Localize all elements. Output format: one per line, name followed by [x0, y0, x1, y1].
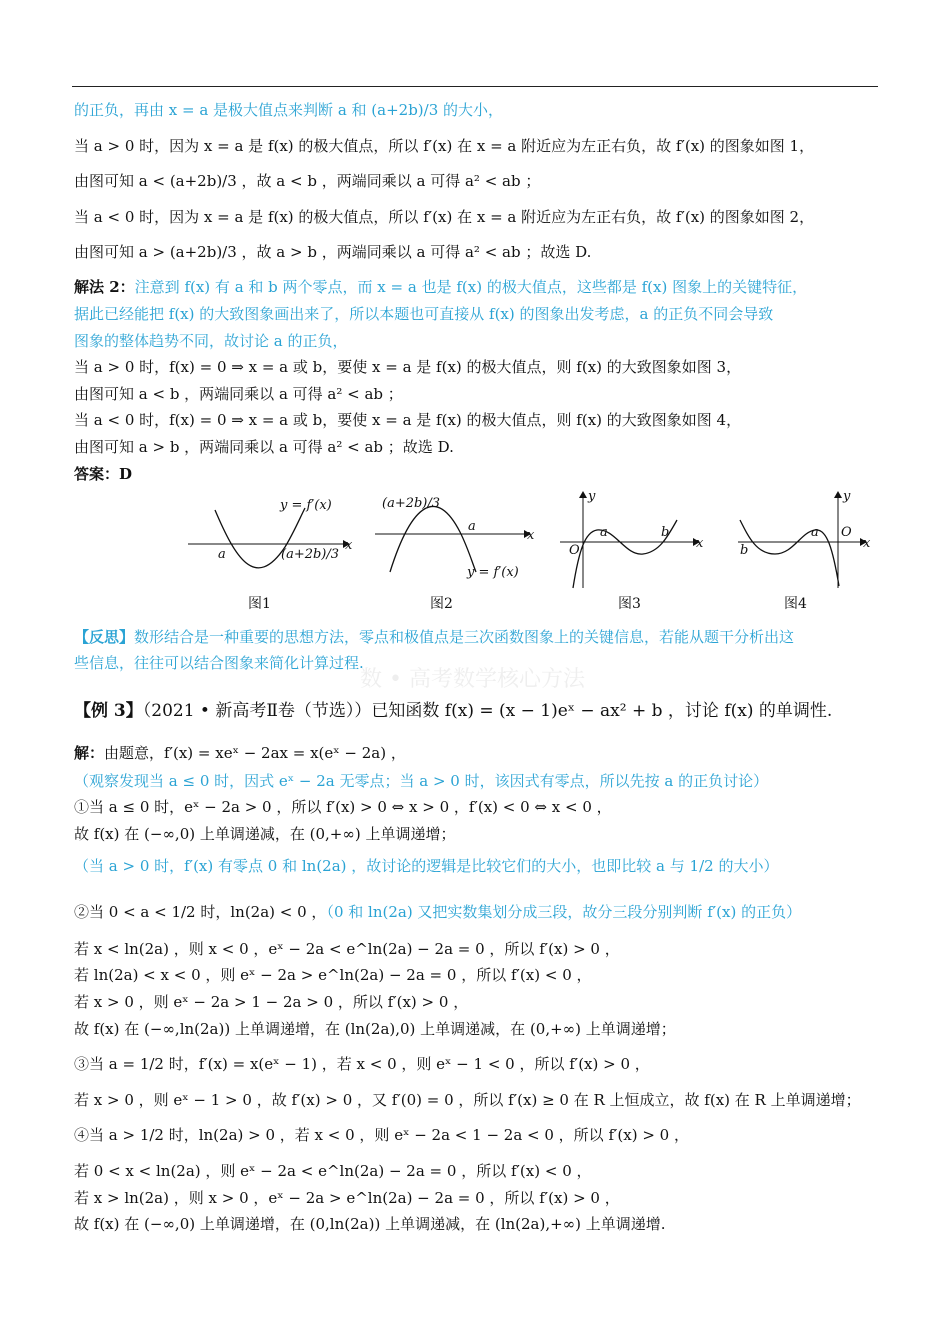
fig2-frac-label: (a+2b)/3 [382, 496, 441, 511]
fig3-b-label: b [661, 525, 670, 540]
case-2-text: ②当 0 < a < 1/2 时，ln(2a) < 0 ， [74, 903, 327, 921]
text-line: 当 a > 0 时，因为 x = a 是 f(x) 的极大值点，所以 f′(x) 在 x = a 附近应为左正右负，故 f′(x) 的图象如图 1， [74, 137, 815, 155]
text-line: ④当 a > 1/2 时，ln(2a) > 0 ，若 x < 0 ，则 eˣ − 2a < 1 − 2a < 0 ，所以 f′(x) > 0 ， [74, 1126, 689, 1144]
text-line: 若 x > ln(2a) ，则 x > 0 ，eˣ − 2a > e^ln(2a) − 2a = 0 ，所以 f′(x) > 0 ， [74, 1189, 620, 1207]
solution-text: 由题意，f′(x) = xeˣ − 2ax = x(eˣ − 2a) ， [104, 744, 406, 762]
figure-2 [372, 492, 542, 592]
fig1-frac-label: (a+2b)/3 [281, 547, 340, 562]
example-text: （2021 • 新高考Ⅱ卷（节选））已知函数 f(x) = (x − 1)eˣ − ax² + b ，讨论 f(x) 的单调性. [142, 701, 833, 721]
case-2-note: （0 和 ln(2a) 又把实数集划分成三段，故分三段分别判断 f′(x) 的正负） [326, 903, 802, 921]
fig1-curve-label: y = f′(x) [280, 498, 332, 513]
example-heading [74, 702, 832, 720]
text-line: 由图可知 a < b ，两端同乘以 a 可得 a² < ab ； [74, 385, 403, 403]
example-tag: 【例 3】 [74, 701, 143, 721]
text-line: 图象的整体趋势不同，故讨论 a 的正负， [74, 332, 348, 350]
text-line: （当 a > 0 时，f′(x) 有零点 0 和 ln(2a) ，故讨论的逻辑是比较它们的大小，也即比较 a 与 1/2 的大小） [74, 857, 779, 875]
fig4-b-label: b [740, 543, 749, 558]
fig4-axis-label: x [863, 536, 871, 551]
fig1-a-label: a [218, 547, 226, 562]
caption-fig2: 图2 [430, 596, 453, 612]
text-line: 故 f(x) 在 (−∞,ln(2a)) 上单调递增，在 (ln(2a),0) 上单调递减，在 (0,+∞) 上单调递增； [74, 1020, 676, 1038]
fig4-a-label: a [811, 525, 819, 540]
text-line: 由图可知 a > b ，两端同乘以 a 可得 a² < ab ；故选 D. [74, 438, 454, 456]
text-line: 故 f(x) 在 (−∞,0) 上单调递减，在 (0,+∞) 上单调递增； [74, 825, 456, 843]
fig3-axis-label: x [696, 536, 704, 551]
text-line: 若 0 < x < ln(2a) ，则 eˣ − 2a < e^ln(2a) − 2a = 0 ，所以 f′(x) < 0 ， [74, 1162, 592, 1180]
text-line: 由图可知 a > (a+2b)/3 ，故 a > b ，两端同乘以 a 可得 a² < ab ；故选 D. [74, 243, 592, 261]
text-line: 若 ln(2a) < x < 0 ，则 eˣ − 2a > e^ln(2a) − 2a = 0 ，所以 f′(x) < 0 ， [74, 966, 592, 984]
reflection-tag: 【反思】 [74, 628, 135, 646]
caption-fig1: 图1 [248, 596, 271, 612]
caption-fig4: 图4 [784, 596, 807, 612]
figure-3 [555, 490, 710, 590]
reflection-line [74, 624, 794, 650]
fig3-o-label: O [569, 543, 580, 558]
caption-fig3: 图3 [618, 596, 641, 612]
text-line: 故 f(x) 在 (−∞,0) 上单调递增，在 (0,ln(2a)) 上单调递减，在 (ln(2a),+∞) 上单调递增. [74, 1215, 666, 1233]
method-2-text: 注意到 f(x) 有 a 和 b 两个零点，而 x = a 也是 f(x) 的极大值点，这些都是 f(x) 图象上的关键特征， [134, 278, 808, 296]
text-line: ③当 a = 1/2 时，f′(x) = x(eˣ − 1) ，若 x < 0 ，则 eˣ − 1 < 0 ，所以 f′(x) > 0 ， [74, 1055, 650, 1073]
text-line: 当 a < 0 时，f(x) = 0 ⇒ x = a 或 b，要使 x = a 是 f(x) 的极大值点，则 f(x) 的大致图象如图 4， [74, 411, 742, 429]
method-2-line [74, 278, 807, 296]
reflection-line-2: 些信息，往往可以结合图象来简化计算过程. [74, 654, 364, 672]
text-line: 据此已经能把 f(x) 的大致图象画出来了，所以本题也可直接从 f(x) 的图象出发考虑，a 的正负不同会导致 [74, 305, 774, 323]
watermark: 数 • 高考数学核心方法 [360, 667, 585, 692]
fig4-o-label: O [841, 525, 852, 540]
fig2-curve [390, 506, 476, 572]
text-line: 若 x > 0 ，则 eˣ − 1 > 0 ，故 f′(x) > 0 ，又 f′(0) = 0 ，所以 f′(x) ≥ 0 在 R 上恒成立，故 f(x) 在 R 上单调递增； [74, 1091, 861, 1109]
solution-label: 解： [74, 744, 105, 762]
answer: 答案：D [74, 465, 133, 483]
figure-1 [185, 492, 360, 592]
fig4-y-label: y [843, 489, 851, 504]
fig2-curve-label: y = f′(x) [467, 565, 519, 580]
text-line: ①当 a ≤ 0 时，eˣ − 2a > 0 ，所以 f′(x) > 0 ⇔ x > 0 ，f′(x) < 0 ⇔ x < 0 ， [74, 798, 612, 816]
reflection-text: 数形结合是一种重要的思想方法，零点和极值点是三次函数图象上的关键信息，若能从题干分析出这 [134, 628, 795, 646]
solution-line [74, 744, 406, 762]
text-line: 若 x > 0 ，则 eˣ − 2a > 1 − 2a > 0 ，所以 f′(x) > 0 ， [74, 993, 469, 1011]
fig2-axis-label: x [527, 528, 535, 543]
text-line: 的正负，再由 x = a 是极大值点来判断 a 和 (a+2b)/3 的大小， [74, 101, 504, 119]
fig3-a-label: a [600, 525, 608, 540]
fig3-y-label: y [588, 489, 596, 504]
text-line: 若 x < ln(2a) ，则 x < 0 ，eˣ − 2a < e^ln(2a) − 2a = 0 ，所以 f′(x) > 0 ， [74, 940, 620, 958]
top-rule [72, 86, 878, 87]
text-line: 当 a < 0 时，因为 x = a 是 f(x) 的极大值点，所以 f′(x) 在 x = a 附近应为左正右负，故 f′(x) 的图象如图 2， [74, 208, 815, 226]
text-line: 当 a > 0 时，f(x) = 0 ⇒ x = a 或 b，要使 x = a 是 f(x) 的极大值点，则 f(x) 的大致图象如图 3， [74, 358, 742, 376]
figure-4 [735, 490, 880, 590]
fig4-curve [740, 520, 839, 586]
fig1-axis-label: x [345, 538, 353, 553]
fig4-y-arrow [834, 491, 842, 498]
fig3-y-arrow [579, 491, 587, 498]
fig2-a-label: a [468, 519, 476, 534]
text-line: 由图可知 a < (a+2b)/3 ，故 a < b ，两端同乘以 a 可得 a² < ab ； [74, 172, 541, 190]
method-2-label: 解法 2： [74, 278, 135, 296]
text-line: （观察发现当 a ≤ 0 时，因式 eˣ − 2a 无零点；当 a > 0 时，该因式有零点，所以先按 a 的正负讨论） [74, 772, 769, 790]
case-2-line [74, 903, 801, 921]
